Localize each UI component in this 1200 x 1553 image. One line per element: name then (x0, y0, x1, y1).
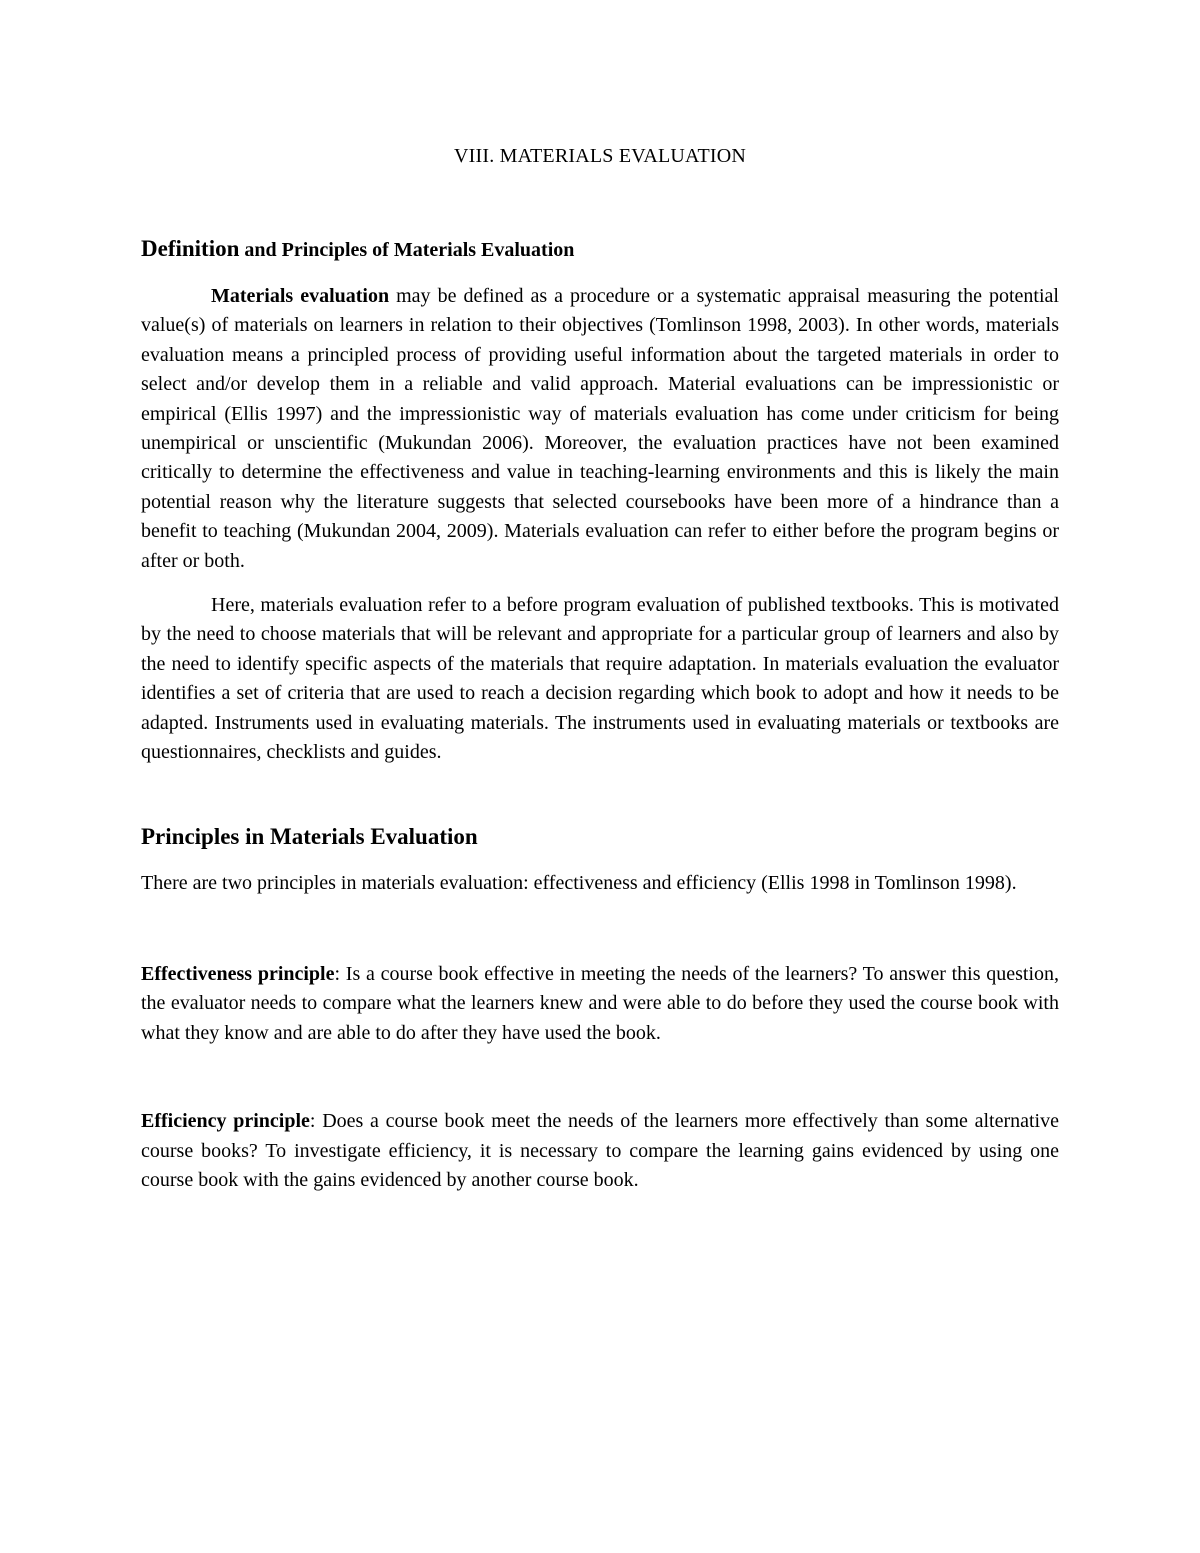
paragraph-effectiveness-text: : Is a course book effective in meeting the needs of the learners? To answer this question, the evaluator needs to compare what the learners knew and were able to do before they used the course book with what they know and are able to do after they have used the book. (141, 962, 1060, 1044)
document-title: VIII. MATERIALS EVALUATION (453, 145, 747, 167)
paragraph-effectiveness (141, 960, 1059, 1048)
heading-rest: and Principles of Materials Evaluation (239, 239, 575, 261)
heading-lead-word: Definition (141, 236, 240, 261)
term-materials-evaluation: Materials evaluation (211, 285, 390, 307)
section-heading-definition (141, 234, 1059, 265)
term-efficiency-principle: Efficiency principle (141, 1110, 310, 1133)
document-body (141, 142, 1059, 1195)
section-heading-principles: Principles in Materials Evaluation (141, 823, 478, 849)
paragraph-efficiency-text: : Does a course book meet the needs of the learners more effectively than some alternative course books? To investigate efficiency, it is necessary to compare the learning gains evidenced by using one course book with the gains evidenced by another course book. (141, 1110, 1059, 1191)
term-effectiveness-principle: Effectiveness principle (141, 962, 335, 985)
paragraph-two-principles: There are two principles in materials evaluation: effectiveness and efficiency (Ellis 1998 in Tomlinson 1998). (141, 871, 1017, 894)
paragraph-definition (141, 282, 1059, 576)
paragraph-efficiency (141, 1107, 1059, 1195)
paragraph-before-program: Here, materials evaluation refer to a before program evaluation of published textbooks. This is motivated by the need to choose materials that will be relevant and appropriate for a particular group of learners and also by the need to identify specific aspects of the materials that require adaptation. In materials evaluation the evaluator identifies a set of criteria that are used to reach a decision regarding which book to adopt and how it needs to be adapted. Instruments used in evaluating materials. The instruments used in evaluating materials or textbooks are questionnaires, checklists and guides. (141, 594, 1059, 764)
paragraph-definition-text: may be defined as a procedure or a systematic appraisal measuring the potential value(s) of materials on learners in relation to their objectives (Tomlinson 1998, 2003). In other words, materials evaluation means a principled process of providing useful information about the targeted materials in order to select and/or develop them in a reliable and valid approach. Material evaluations can be impressionistic or empirical (Ellis 1997) and the impressionistic way of materials evaluation has come under criticism for being unempirical or unscientific (Mukundan 2006). Moreover, the evaluation practices have not been examined critically to determine the effectiveness and value in teaching-learning environments and this is likely the main potential reason why the literature suggests that selected coursebooks have been more of a hindrance than a benefit to teaching (Mukundan 2004, 2009). Materials evaluation can refer to either before the program begins or after or both. (141, 285, 1059, 572)
